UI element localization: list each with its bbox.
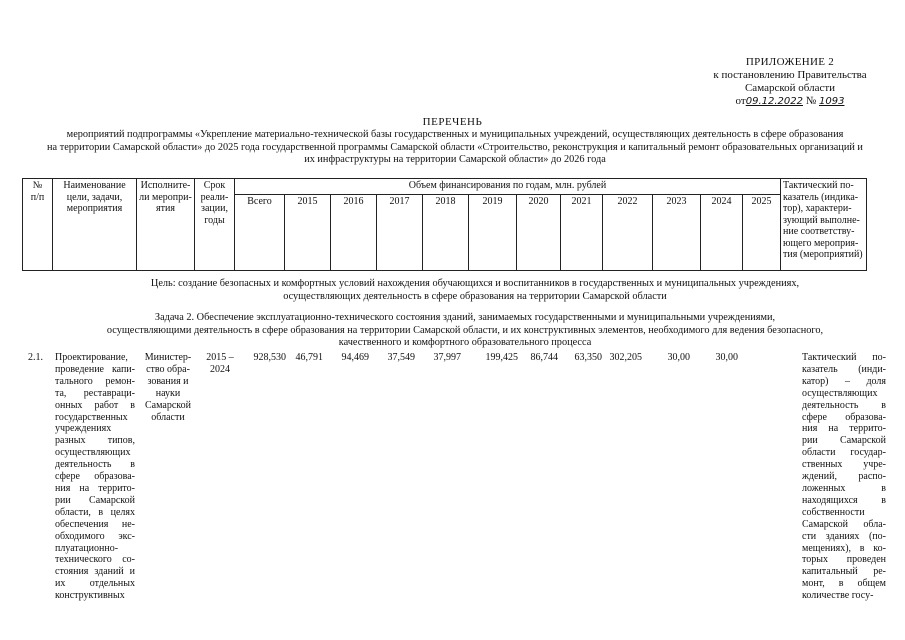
- row-value: 94,469: [341, 352, 369, 363]
- appendix-date-line: [700, 95, 880, 108]
- appendix-line-1: к постановлению Правительства: [713, 69, 867, 81]
- task-line: качественного и комфортного образовательного процесса: [338, 337, 592, 348]
- col-year-header: 2025: [743, 195, 781, 271]
- row-value: 37,997: [433, 352, 461, 363]
- col-year-header: 2020: [517, 195, 561, 271]
- number-prefix: №: [805, 95, 817, 107]
- header-table: [22, 178, 867, 271]
- col-year-header: 2017: [377, 195, 423, 271]
- row-value: 30,00: [667, 352, 690, 363]
- row-name: Проектирование, проведение капи- тального ремон- та, реставраци- онных работ в государственных учреждениях разных типов, осуществляющих деятельность в сфере образова- ния на террито- рии Самарской области, в целях обеспечения не- обходимого экс- плуатационно- технического со- стояния зданий и их отдельных конструктивных: [55, 352, 135, 602]
- list-subtitle-line: на территории Самарской области» до 2025 года государственной программы Самарской области «Строительство, реконструкция и капитальный ремонт образовательных организаций и: [47, 141, 863, 153]
- goal-line: осуществляющих деятельность в сфере образования на территории Самарской области: [283, 290, 667, 302]
- goal-statement: [110, 278, 840, 303]
- col-year-header: 2023: [653, 195, 701, 271]
- row-value: 30,00: [715, 352, 738, 363]
- list-subtitle-line: их инфраструктуры на территории Самарской области» до 2026 года: [304, 154, 606, 165]
- goal-line: Цель: создание безопасных и комфортных условий нахождения обучающихся и воспитанников в государственных и муниципальных учреждениях,: [150, 278, 800, 289]
- row-total: 928,530: [253, 352, 286, 363]
- row-value: 63,350: [574, 352, 602, 363]
- decree-number: 1093: [818, 96, 845, 107]
- list-subtitle: [20, 129, 890, 167]
- row-executor: Министер- ство обра- зования и науки Самарской области: [144, 352, 192, 423]
- col-number-header: № п/п: [23, 179, 53, 271]
- date-prefix: от: [735, 95, 746, 107]
- col-total-header: Всего: [235, 195, 285, 271]
- list-title: ПЕРЕЧЕНЬ: [422, 116, 483, 128]
- appendix-block: [700, 56, 880, 108]
- financing-header: Объем финансирования по годам, млн. рублей: [235, 179, 781, 195]
- col-year-header: 2024: [701, 195, 743, 271]
- task-statement: [70, 312, 860, 350]
- decree-date: 09.12.2022: [745, 96, 803, 107]
- col-year-header: 2015: [285, 195, 331, 271]
- row-value: 86,744: [530, 352, 558, 363]
- col-year-header: 2018: [423, 195, 469, 271]
- appendix-line-2: Самарской области: [744, 82, 836, 94]
- task-line: осуществляющими деятельность в сфере образования на территории Самарской области, и их конструктивных элементов, необходимого для ведения безопасного,: [106, 324, 824, 336]
- row-value: 37,549: [387, 352, 415, 363]
- row-number: 2.1.: [28, 352, 43, 363]
- col-year-header: 2019: [469, 195, 517, 271]
- row-value: 199,425: [485, 352, 518, 363]
- row-value: 302,205: [609, 352, 642, 363]
- col-name-header: Наименование цели, задачи, мероприятия: [53, 179, 137, 271]
- col-year-header: 2016: [331, 195, 377, 271]
- list-subtitle-line: мероприятий подпрограммы «Укрепление материально-технической базы государственных и муниципальных учреждений, осуществляющих деятельность в сфере образования: [66, 129, 844, 140]
- col-executor-header: Исполните- ли меропри- ятия: [137, 179, 195, 271]
- col-term-header: Срок реали- зации, годы: [195, 179, 235, 271]
- col-indicator-header: Тактический по- казатель (индика- тор), характери- зующий выполне- ние соответству- ющего мероприя- тия (мероприятий): [781, 179, 867, 271]
- col-year-header: 2022: [603, 195, 653, 271]
- col-year-header: 2021: [561, 195, 603, 271]
- appendix-title: ПРИЛОЖЕНИЕ 2: [745, 56, 835, 68]
- row-value: 46,791: [295, 352, 323, 363]
- row-indicator: Тактический по- казатель (инди- катор) – доля осуществляющих деятельность в сфере образова- ния на террито- рии Самарской области государ- ственных учре- ждений, распо- ложенных в находящихся в собственности Самарской обла- сти зданиях (по- мещениях), в ко- торых проведен капитальный ре- монт, в общем количестве госу-: [802, 352, 886, 602]
- task-line: Задача 2. Обеспечение эксплуатационно-технического состояния зданий, занимаемых государственными и муниципальными учреждениями,: [154, 312, 776, 323]
- row-term: 2015 – 2024: [206, 352, 234, 375]
